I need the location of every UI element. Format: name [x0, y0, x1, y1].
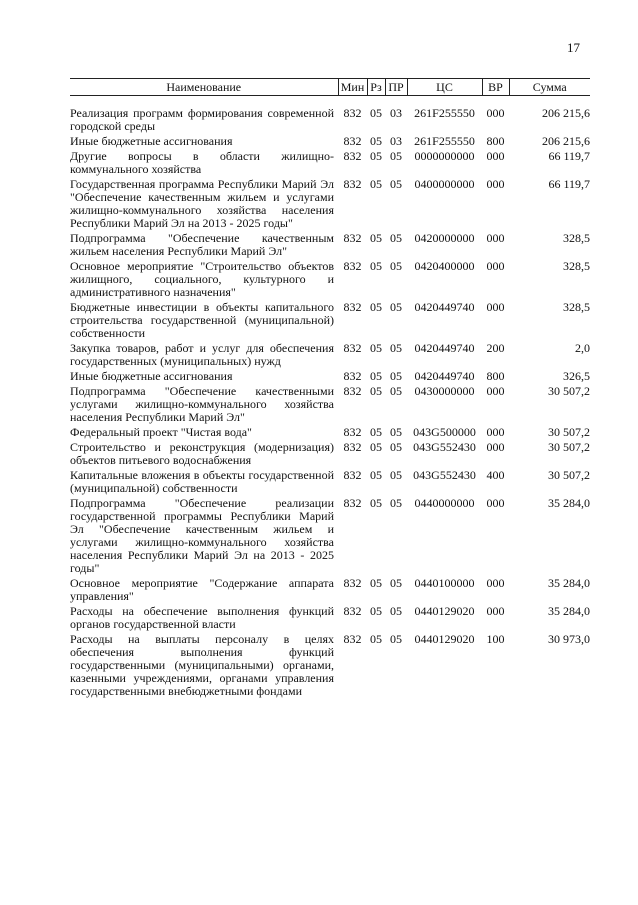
cell-vr: 400 — [486, 468, 505, 482]
cell-cs: 0420449740 — [414, 300, 475, 314]
cell-rz: 05 — [370, 576, 382, 590]
table-row — [70, 368, 590, 383]
cell-min: 832 — [343, 468, 362, 482]
cell-vr: 000 — [486, 231, 505, 245]
cell-pr: 05 — [390, 300, 402, 314]
cell-sum: 30 507,2 — [548, 425, 590, 439]
table-row — [70, 340, 590, 368]
cell-pr: 05 — [390, 149, 402, 163]
cell-sum: 35 284,0 — [548, 604, 590, 618]
cell-sum: 66 119,7 — [548, 177, 590, 191]
cell-vr: 000 — [486, 604, 505, 618]
cell-min: 832 — [343, 300, 362, 314]
cell-min: 832 — [343, 632, 362, 646]
header-pr: ПР — [385, 79, 407, 96]
cell-pr: 05 — [390, 468, 402, 482]
cell-name: Расходы на выплаты персоналу в целях обеспечения выполнения функций государственными (муниципальными) органами, казенными учреждениями, органами управления государственными внебюджетными фондами — [70, 632, 334, 698]
cell-name: Основное мероприятие "Строительство объектов жилищного, социального, культурного и административного назначения" — [70, 259, 334, 299]
header-vr: ВР — [482, 79, 509, 96]
cell-vr: 000 — [486, 149, 505, 163]
cell-vr: 100 — [486, 632, 505, 646]
table-row — [70, 258, 590, 299]
cell-name: Расходы на обеспечение выполнения функций органов государственной власти — [70, 604, 334, 631]
cell-rz: 05 — [370, 384, 382, 398]
cell-pr: 05 — [390, 259, 402, 273]
table-row — [70, 439, 590, 467]
cell-vr: 000 — [486, 440, 505, 454]
cell-min: 832 — [343, 231, 362, 245]
cell-vr: 000 — [486, 259, 505, 273]
cell-cs: 0440129020 — [414, 632, 475, 646]
cell-cs: 261F255550 — [414, 134, 475, 148]
page-number: 17 — [567, 40, 580, 55]
header-min: Мин — [338, 79, 367, 96]
table-row — [70, 96, 590, 134]
cell-cs: 0400000000 — [414, 177, 475, 191]
cell-pr: 03 — [390, 134, 402, 148]
cell-cs: 0420000000 — [414, 231, 475, 245]
cell-pr: 05 — [390, 604, 402, 618]
cell-sum: 326,5 — [563, 369, 590, 383]
cell-min: 832 — [343, 604, 362, 618]
cell-vr: 000 — [486, 106, 505, 120]
cell-name: Государственная программа Республики Марий Эл "Обеспечение качественным жильем и услугами жилищно-коммунального хозяйства населения Республики Марий Эл на 2013 - 2025 годы" — [70, 177, 334, 230]
cell-min: 832 — [343, 496, 362, 510]
header-cs: ЦС — [407, 79, 482, 96]
cell-sum: 328,5 — [563, 259, 590, 273]
cell-cs: 0440000000 — [414, 496, 475, 510]
cell-rz: 05 — [370, 604, 382, 618]
cell-rz: 05 — [370, 231, 382, 245]
cell-pr: 05 — [390, 496, 402, 510]
table-row — [70, 148, 590, 176]
cell-sum: 30 507,2 — [548, 468, 590, 482]
cell-name: Подпрограмма "Обеспечение качественным жильем населения Республики Марий Эл" — [70, 231, 334, 258]
cell-name: Другие вопросы в области жилищно-коммунального хозяйства — [70, 149, 334, 176]
cell-pr: 05 — [390, 632, 402, 646]
cell-name: Бюджетные инвестиции в объекты капитального строительства государственной (муниципальной) собственности — [70, 300, 334, 340]
cell-cs: 0420449740 — [414, 369, 475, 383]
cell-rz: 05 — [370, 177, 382, 191]
cell-min: 832 — [343, 384, 362, 398]
cell-cs: 043G500000 — [413, 425, 476, 439]
cell-rz: 05 — [370, 440, 382, 454]
cell-name: Капитальные вложения в объекты государственной (муниципальной) собственности — [70, 468, 334, 495]
cell-vr: 000 — [486, 496, 505, 510]
cell-name: Иные бюджетные ассигнования — [70, 369, 233, 383]
cell-cs: 261F255550 — [414, 106, 475, 120]
table-row — [70, 230, 590, 258]
cell-pr: 05 — [390, 369, 402, 383]
table-row — [70, 631, 590, 698]
cell-sum: 30 507,2 — [548, 440, 590, 454]
cell-rz: 05 — [370, 149, 382, 163]
cell-rz: 05 — [370, 496, 382, 510]
cell-name: Основное мероприятие "Содержание аппарата управления" — [70, 576, 334, 603]
cell-name: Подпрограмма "Обеспечение реализации государственной программы Республики Марий Эл "Обеспечение качественным жильем и услугами жилищно-коммунального хозяйства населения Республики Марий Эл на 2013 - 2025 годы" — [70, 496, 334, 575]
cell-min: 832 — [343, 106, 362, 120]
header-name: Наименование — [70, 79, 338, 96]
cell-cs: 0440129020 — [414, 604, 475, 618]
cell-cs: 0420400000 — [414, 259, 475, 273]
cell-min: 832 — [343, 425, 362, 439]
cell-sum: 328,5 — [563, 231, 590, 245]
cell-name: Строительство и реконструкция (модернизация) объектов питьевого водоснабжения — [70, 440, 334, 467]
cell-vr: 800 — [486, 369, 505, 383]
cell-vr: 200 — [486, 341, 505, 355]
cell-min: 832 — [343, 134, 362, 148]
cell-cs: 0000000000 — [414, 149, 475, 163]
cell-cs: 043G552430 — [413, 468, 476, 482]
budget-table — [70, 78, 590, 698]
cell-pr: 05 — [390, 384, 402, 398]
cell-vr: 000 — [486, 425, 505, 439]
cell-min: 832 — [343, 440, 362, 454]
cell-sum: 206 215,6 — [542, 106, 590, 120]
cell-sum: 30 973,0 — [548, 632, 590, 646]
cell-cs: 0430000000 — [414, 384, 475, 398]
table-row — [70, 424, 590, 439]
table-row — [70, 176, 590, 230]
table-row — [70, 495, 590, 575]
cell-min: 832 — [343, 177, 362, 191]
cell-rz: 05 — [370, 425, 382, 439]
cell-rz: 05 — [370, 300, 382, 314]
header-rz: Рз — [367, 79, 385, 96]
cell-name: Закупка товаров, работ и услуг для обеспечения государственных (муниципальных) нужд — [70, 341, 334, 368]
cell-rz: 05 — [370, 134, 382, 148]
cell-min: 832 — [343, 259, 362, 273]
cell-vr: 000 — [486, 300, 505, 314]
cell-name: Федеральный проект "Чистая вода" — [70, 425, 252, 439]
cell-name: Иные бюджетные ассигнования — [70, 134, 233, 148]
cell-sum: 35 284,0 — [548, 496, 590, 510]
cell-pr: 05 — [390, 341, 402, 355]
cell-cs: 0420449740 — [414, 341, 475, 355]
table-row — [70, 299, 590, 340]
cell-rz: 05 — [370, 106, 382, 120]
cell-min: 832 — [343, 149, 362, 163]
cell-name: Реализация программ формирования современной городской среды — [70, 106, 334, 133]
cell-sum: 35 284,0 — [548, 576, 590, 590]
cell-vr: 000 — [486, 384, 505, 398]
cell-sum: 30 507,2 — [548, 384, 590, 398]
cell-pr: 05 — [390, 231, 402, 245]
cell-rz: 05 — [370, 468, 382, 482]
table-row — [70, 383, 590, 424]
cell-rz: 05 — [370, 369, 382, 383]
cell-rz: 05 — [370, 341, 382, 355]
cell-vr: 000 — [486, 177, 505, 191]
table-row — [70, 133, 590, 148]
cell-min: 832 — [343, 341, 362, 355]
cell-rz: 05 — [370, 259, 382, 273]
cell-sum: 2,0 — [575, 341, 590, 355]
header-sum: Сумма — [509, 79, 590, 96]
cell-pr: 03 — [390, 106, 402, 120]
cell-rz: 05 — [370, 632, 382, 646]
cell-min: 832 — [343, 369, 362, 383]
cell-vr: 800 — [486, 134, 505, 148]
cell-sum: 206 215,6 — [542, 134, 590, 148]
cell-vr: 000 — [486, 576, 505, 590]
cell-cs: 043G552430 — [413, 440, 476, 454]
table-header-row — [70, 79, 590, 96]
table-row — [70, 603, 590, 631]
cell-pr: 05 — [390, 440, 402, 454]
table-body — [70, 96, 590, 699]
cell-pr: 05 — [390, 177, 402, 191]
cell-sum: 66 119,7 — [548, 149, 590, 163]
cell-pr: 05 — [390, 425, 402, 439]
table-row — [70, 467, 590, 495]
cell-pr: 05 — [390, 576, 402, 590]
cell-cs: 0440100000 — [414, 576, 475, 590]
cell-name: Подпрограмма "Обеспечение качественными услугами жилищно-коммунального хозяйства населения Республики Марий Эл" — [70, 384, 334, 424]
cell-sum: 328,5 — [563, 300, 590, 314]
cell-min: 832 — [343, 576, 362, 590]
table-row — [70, 575, 590, 603]
